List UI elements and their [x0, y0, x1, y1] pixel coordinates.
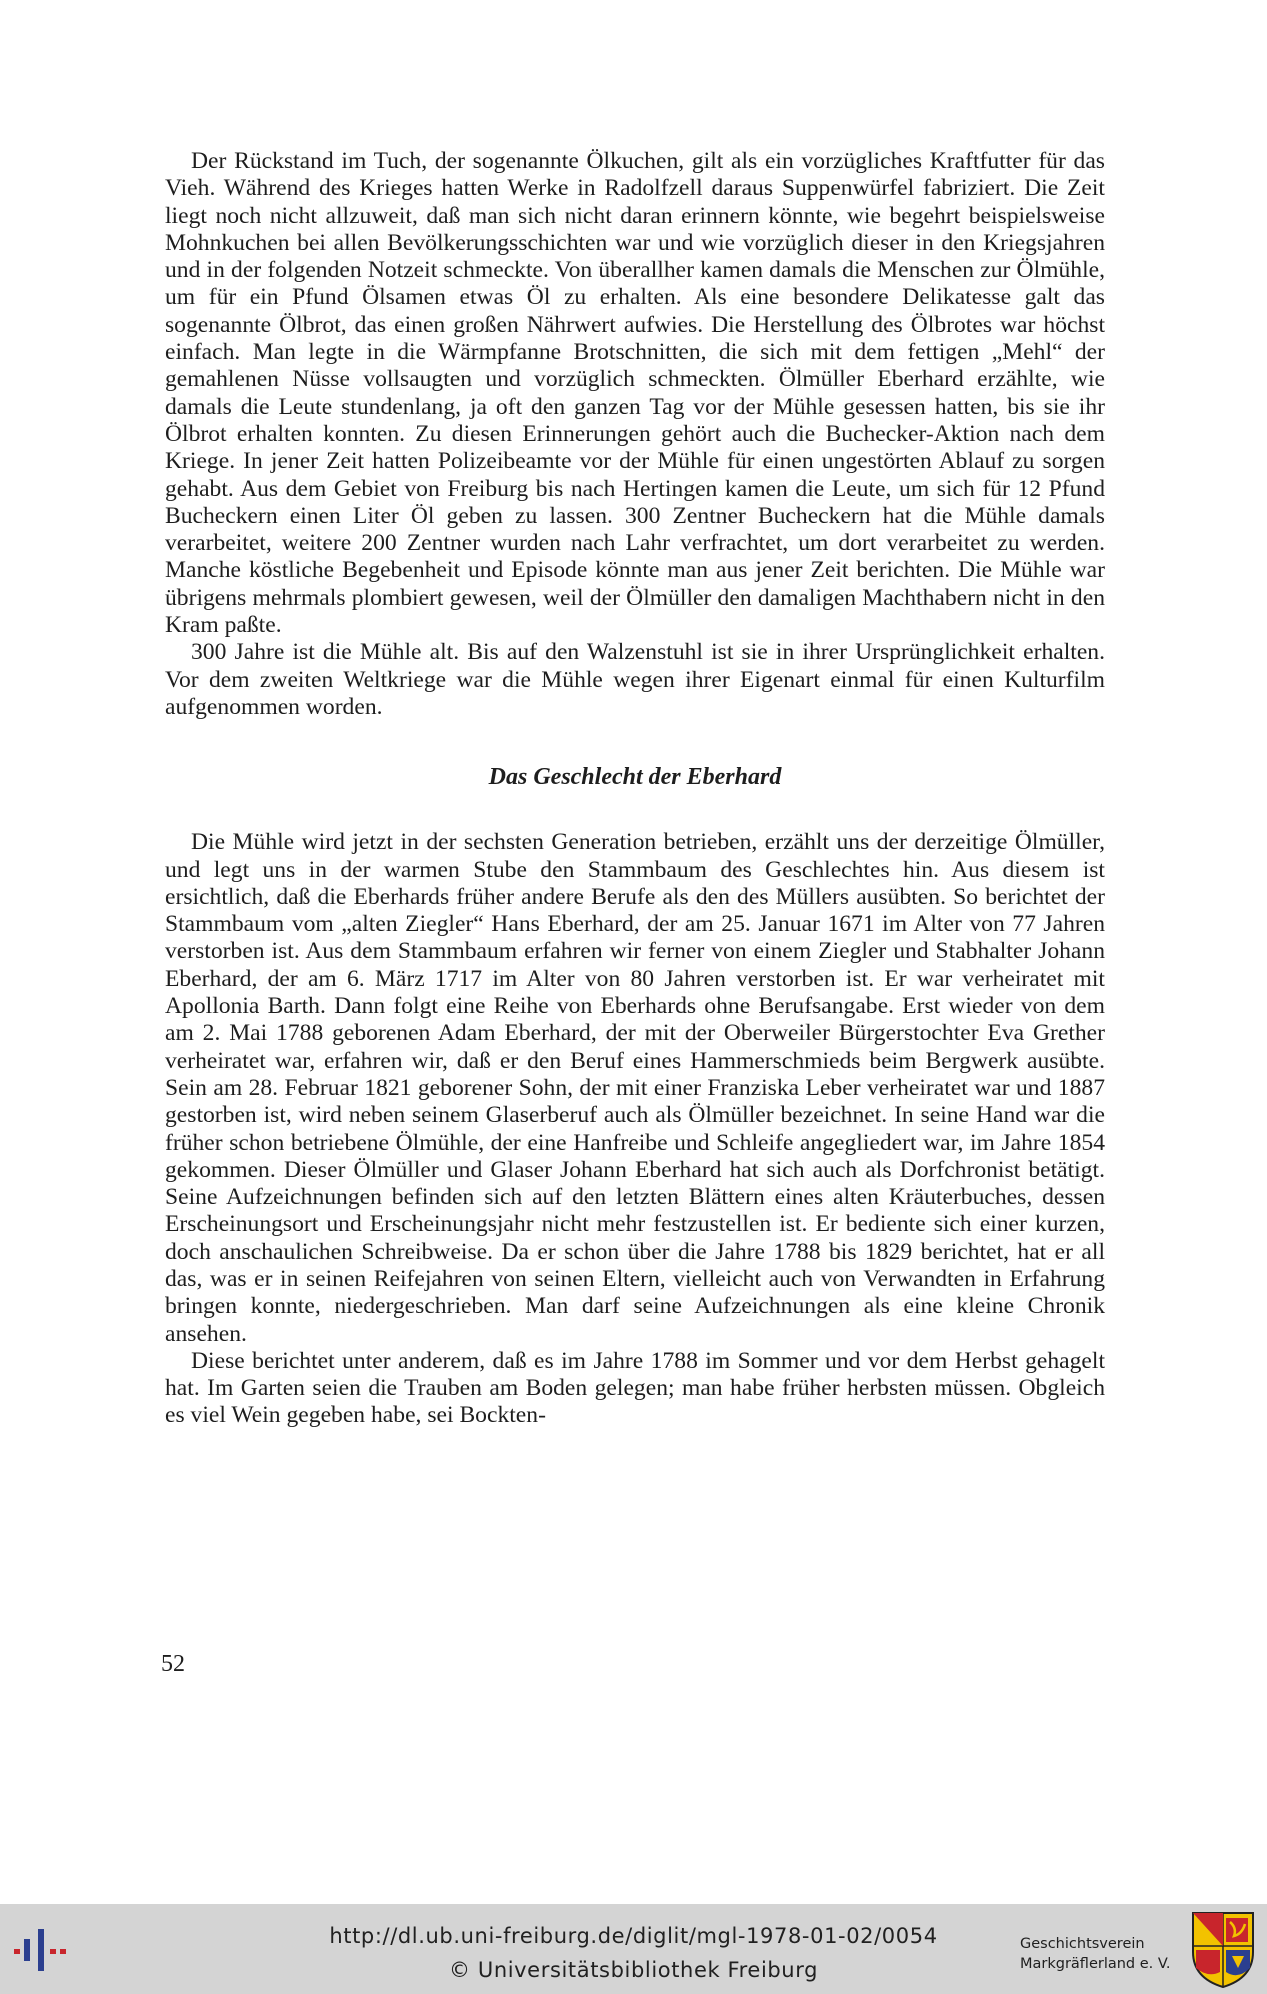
paragraph-stammbaum: Die Mühle wird jetzt in der sechsten Generation betrieben, erzählt uns der derzeitige Ölmüller, und legt uns in der warmen Stube den Stammbaum des Geschlechtes hin. Aus diesem ist ersichtlich, daß die Eberhards früher andere Berufe als den des Müllers ausübten. So berichtet der Stammbaum vom „alten Ziegler“ Hans Eberhard, der am 25. Januar 1671 im Alter von 77 Jahren verstorben ist. Aus dem Stammbaum erfahren wir ferner von einem Ziegler und Stabhalter Johann Eberhard, der am 6. März 1717 im Alter von 80 Jahren verstorben ist. Er war verheiratet mit Apollonia Barth. Dann folgt eine Reihe von Eberhards ohne Berufsangabe. Erst wieder von dem am 2. Mai 1788 geborenen Adam Eberhard, der mit der Oberweiler Bürgerstochter Eva Grether verheiratet war, erfahren wir, daß er den Beruf eines Hammerschmieds beim Bergwerk ausübte. Sein am 28. Februar 1821 geborener Sohn, der mit einer Franziska Leber verheiratet war und 1887 gestorben ist, wird neben seinem Glaserberuf auch als Ölmüller bezeichnet. In seine Hand war die früher schon betriebene Ölmühle, der eine Hanfreibe und Schleife angegliedert war, im Jahre 1854 gekommen. Dieser Ölmüller und Glaser Johann Eberhard hat sich auch als Dorfchronist betätigt. Seine Aufzeichnungen befinden sich auf den letzten Blättern eines alten Kräuterbuches, dessen Erscheinungsort und Erscheinungsjahr nicht mehr festzustellen ist. Er bediente sich einer kurzen, doch anschaulichen Schreibweise. Da er schon über die Jahre 1788 bis 1829 berichtet, hat er all das, was er in seinen Reifejahren von seinen Eltern, vielleicht auch von Verwandten in Erfahrung bringen konnte, niedergeschrieben. Man darf seine Aufzeichnungen als eine kleine Chronik ansehen. — [165, 829, 1105, 1347]
paragraph-muehle-alter: 300 Jahre ist die Mühle alt. Bis auf den Walzenstuhl ist sie in ihrer Ursprünglichkeit erhalten. Vor dem zweiten Weltkriege war die Mühle wegen ihrer Eigenart einmal für einen Kulturfilm aufgenommen worden. — [165, 639, 1105, 720]
page-number: 52 — [161, 1651, 185, 1677]
paragraph-oelkuchen: Der Rückstand im Tuch, der sogenannte Ölkuchen, gilt als ein vorzügliches Kraftfutter für das Vieh. Während des Krieges hatten Werke in Radolfzell daraus Suppenwürfel fabriziert. Die Zeit liegt noch nicht allzuweit, daß man sich nicht daran erinnern könnte, wie begehrt beispielsweise Mohnkuchen bei allen Bevölkerungsschichten war und wie vorzüglich dieser in den Kriegsjahren und in der folgenden Notzeit schmeckte. Von überallher kamen damals die Menschen zur Ölmühle, um für ein Pfund Ölsamen etwas Öl zu erhalten. Als eine besondere Delikatesse galt das sogenannte Ölbrot, das einen großen Nährwert aufwies. Die Herstellung des Ölbrotes war höchst einfach. Man legte in die Wärmpfanne Brotschnitten, die sich mit dem fettigen „Mehl“ der gemahlenen Nüsse vollsaugten und vorzüglich schmeckten. Ölmüller Eberhard erzählte, wie damals die Leute stundenlang, ja oft den ganzen Tag vor der Mühle gesessen hatten, bis sie ihr Ölbrot erhalten konnten. Zu diesen Erinnerungen gehört auch die Buchecker-Aktion nach dem Kriege. In jener Zeit hatten Polizeibeamte vor der Mühle für einen ungestörten Ablauf zu sorgen gehabt. Aus dem Gebiet von Freiburg bis nach Hertingen kamen die Leute, um sich für 12 Pfund Bucheckern einen Liter Öl geben zu lassen. 300 Zentner Bucheckern hat die Mühle damals verarbeitet, weitere 200 Zentner wurden nach Lahr verfrachtet, um dort verarbeitet zu werden. Manche köstliche Begebenheit und Episode könnte man aus jener Zeit berichten. Die Mühle war übrigens mehrmals plombiert gewesen, weil der Ölmüller den damaligen Machthabern nicht in den Kram paßte. — [165, 148, 1105, 639]
footer-org-line-2: Markgräflerland e. V. — [1020, 1956, 1171, 1972]
page-body — [165, 148, 1105, 1430]
section-heading: Das Geschlecht der Eberhard — [488, 764, 782, 791]
paragraph-chronik: Diese berichtet unter anderem, daß es im Jahre 1788 im Sommer und vor dem Herbst gehagelt hat. Im Garten seien die Trauben am Boden gelegen; man habe früher herbsten müssen. Obgleich es viel Wein gegeben habe, sei Bockten- — [165, 1347, 1105, 1429]
footer-url-link[interactable]: http://dl.ub.uni-freiburg.de/diglit/mgl-1978-01-02/0054 — [329, 1924, 938, 1948]
coat-of-arms-icon — [1190, 1910, 1256, 1990]
footer-org-line-1: Geschichtsverein — [1020, 1936, 1145, 1952]
footer-bar — [0, 1904, 1267, 1994]
footer-organization — [1020, 1934, 1180, 1974]
footer-copyright: © Universitätsbibliothek Freiburg — [448, 1958, 819, 1982]
